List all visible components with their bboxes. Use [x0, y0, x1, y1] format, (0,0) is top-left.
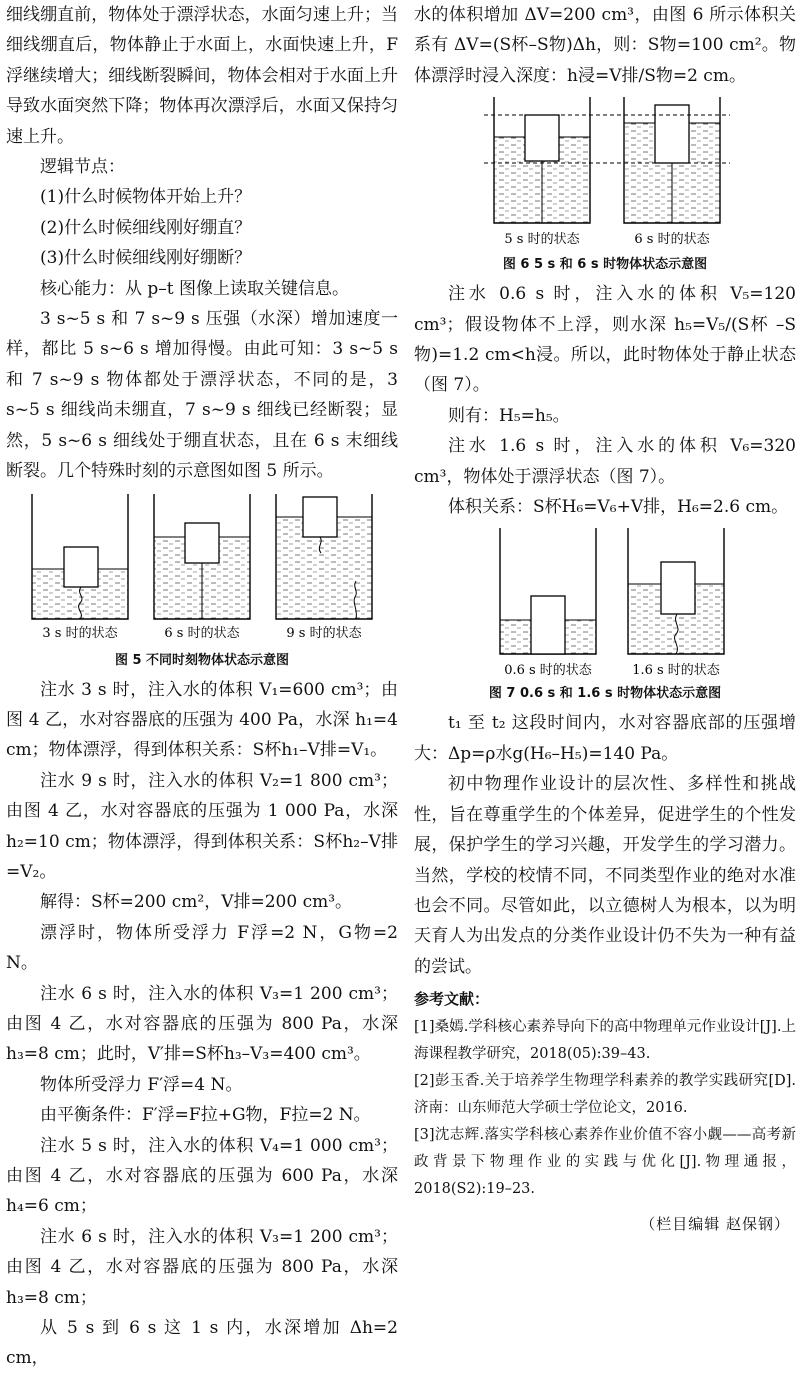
paragraph: 注水 9 s 时，注入水的体积 V₂=1 800 cm³；由图 4 乙，水对容器底的压强为 1 000 Pa，水深 h₂=10 cm；物体漂浮，得到体积关系：S杯h₂–V排=V₂。 [6, 770, 398, 882]
fig7-label-2: 1.6 s 时的状态 [632, 663, 720, 679]
fig6-label-2: 6 s 时的状态 [634, 232, 710, 248]
paragraph: 注水 0.6 s 时，注入水的体积 V₅=120 cm³；假设物体不上浮，则水深 h₅=V₅/(S杯 –S物)=1.2 cm<h浸。所以，此时物体处于静止状态（图 7）。 [414, 284, 796, 396]
paragraph: 注水 6 s 时，注入水的体积 V₃=1 200 cm³；由图 4 乙，水对容器底的压强为 800 Pa，水深 h₃=8 cm； [6, 1226, 398, 1308]
figure-5 [6, 489, 398, 671]
paragraph: (3)什么时候细线刚好绷断？ [40, 248, 252, 269]
right-column [414, 0, 796, 1240]
figure-5-diagram [6, 489, 398, 649]
paragraph: 物体所受浮力 F′浮=4 N。 [40, 1074, 243, 1095]
paragraph: 漂浮时，物体所受浮力 F浮=2 N，G物=2 N。 [6, 922, 398, 974]
figure-7-caption: 图 7 0.6 s 和 1.6 s 时物体状态示意图 [488, 686, 722, 702]
left-column [6, 0, 398, 1374]
figure-5-caption: 图 5 不同时刻物体状态示意图 [114, 652, 290, 668]
fig6-label-1: 5 s 时的状态 [504, 232, 580, 248]
reference-item: [3]沈志辉.落实学科核心素养作业价值不容小觑——高考新政背景下物理作业的实践与优化[J].物理通报，2018(S2):19–23. [414, 1127, 796, 1198]
figure-6 [414, 93, 796, 275]
fig7-label-1: 0.6 s 时的状态 [504, 663, 592, 679]
paragraph: 从 5 s 到 6 s 这 1 s 内，水深增加 Δh=2 cm， [6, 1318, 398, 1369]
paragraph: 注水 6 s 时，注入水的体积 V₃=1 200 cm³；由图 4 乙，水对容器底的压强为 800 Pa，水深 h₃=8 cm；此时，V′排=S杯h₃–V₃=400 cm³。 [6, 983, 398, 1065]
paragraph: 由平衡条件：F′浮=F拉+G物，F拉=2 N。 [40, 1105, 371, 1126]
fig5-label-3: 9 s 时的状态 [286, 625, 362, 641]
column-editor: （栏目编辑 赵保钢） [640, 1215, 790, 1234]
paragraph: t₁ 至 t₂ 这段时间内，水对容器底部的压强增大：Δp=ρ水g(H₆–H₅)=140 Pa。 [414, 713, 796, 764]
paragraph: 注水 3 s 时，注入水的体积 V₁=600 cm³；由图 4 乙，水对容器底的压强为 400 Pa，水深 h₁=4 cm；物体漂浮，得到体积关系：S杯h₁–V排=V₁。 [6, 679, 398, 761]
paragraph: 注水 5 s 时，注入水的体积 V₄=1 000 cm³；由图 4 乙，水对容器底的压强为 600 Pa，水深 h₄=6 cm； [6, 1135, 398, 1217]
paragraph: 逻辑节点： [40, 157, 125, 178]
reference-item: [1]桑嫣.学科核心素养导向下的高中物理单元作业设计[J].上海课程教学研究，2018(05):39–43. [414, 1019, 796, 1063]
paragraph: 体积关系：S杯H₆=V₆+V排，H₆=2.6 cm。 [448, 497, 789, 518]
paragraph: 注水 1.6 s 时，注入水的体积 V₆=320 cm³，物体处于漂浮状态（图 7）。 [414, 436, 796, 487]
paragraph: 3 s~5 s 和 7 s~9 s 压强（水深）增加速度一样，都比 5 s~6 s 增加得慢。由此可知：3 s~5 s 和 7 s~9 s 物体都处于漂浮状态，不同的是，3 s~5 s 细线尚未绷直，7 s~9 s 细线已经断裂；显然，5 s~6 s 细线处于绷直状态，且在 6 s 末细线断裂。几个特殊时刻的示意图如图 5 所示。 [6, 309, 398, 482]
figure-6-diagram [414, 93, 796, 253]
paragraph: 则有：H₅=h₅。 [448, 405, 570, 426]
paragraph: (2)什么时候细线刚好绷直？ [40, 217, 252, 238]
figure-6-caption: 图 6 5 s 和 6 s 时物体状态示意图 [502, 257, 708, 273]
paragraph: 细线绷直前，物体处于漂浮状态，水面匀速上升；当细线绷直后，物体静止于水面上，水面快速上升，F浮继续增大；细线断裂瞬间，物体会相对于水面上升导致水面突然下降；物体再次漂浮后，水面又保持匀速上升。 [6, 5, 398, 147]
figure-7 [414, 524, 796, 704]
paragraph: 解得：S杯=200 cm²，V排=200 cm³。 [40, 892, 353, 913]
paragraph: 水的体积增加 ΔV=200 cm³，由图 6 所示体积关系有 ΔV=(S杯–S物)Δh，则：S物=100 cm²。物体漂浮时浸入深度：h浸=V排/S物=2 cm。 [414, 5, 796, 86]
references-heading: 参考文献： [414, 990, 490, 1009]
reference-item: [2]彭玉香.关于培养学生物理学科素养的教学实践研究[D].济南：山东师范大学硕士学位论文，2016. [414, 1073, 796, 1117]
figure-7-diagram [414, 524, 796, 682]
paragraph: (1)什么时候物体开始上升？ [40, 187, 252, 208]
fig5-label-2: 6 s 时的状态 [164, 625, 240, 641]
paragraph: 初中物理作业设计的层次性、多样性和挑战性，旨在尊重学生的个体差异，促进学生的个性发展，保护学生的学习兴趣，开发学生的学习潜力。当然，学校的校情不同，不同类型作业的绝对水准也会不同。尽管如此，以立德树人为根本，以为明天育人为出发点的分类作业设计仍不失为一种有益的尝试。 [414, 774, 796, 977]
paragraph: 核心能力：从 p–t 图像上读取关键信息。 [40, 278, 350, 299]
fig5-label-1: 3 s 时的状态 [42, 625, 118, 641]
